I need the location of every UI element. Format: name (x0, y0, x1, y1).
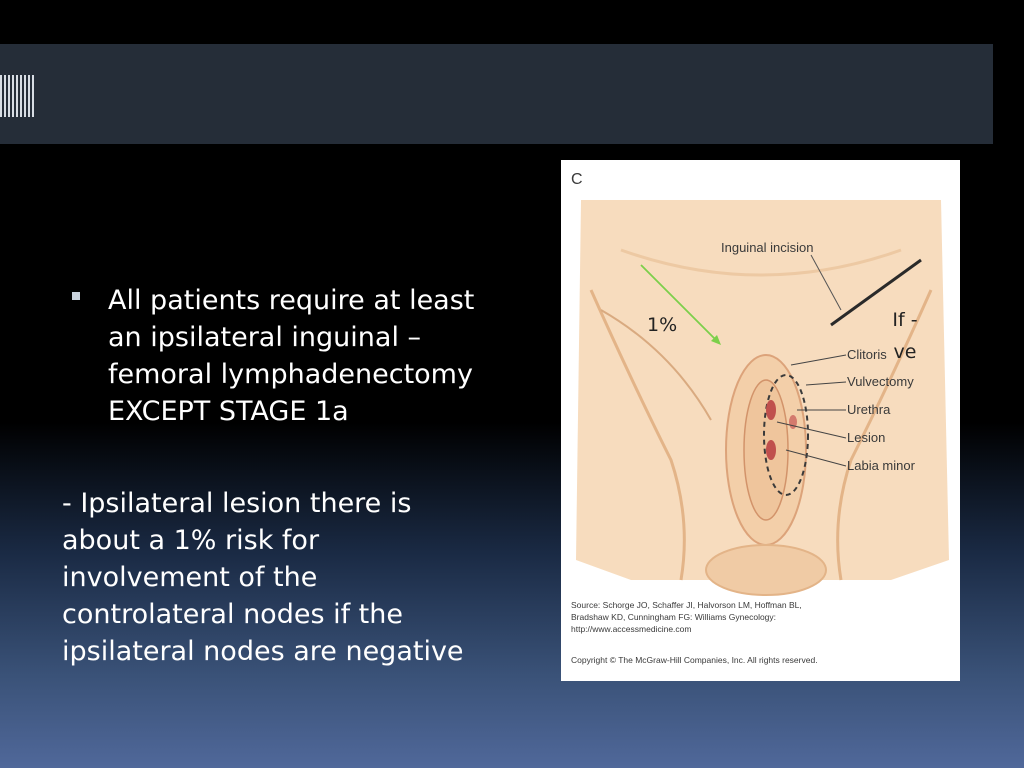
lesion-mark-lower (766, 440, 776, 460)
urethra-mark (789, 415, 797, 429)
label-urethra: Urethra (847, 402, 891, 417)
perineum (706, 545, 826, 595)
copyright-line: Copyright © The McGraw-Hill Companies, Inc. All rights reserved. (571, 655, 818, 665)
label-vulvectomy: Vulvectomy (847, 374, 914, 389)
body-paragraph: - Ipsilateral lesion there is about a 1% risk for involvement of the controlateral nodes if the ipsilateral nodes are negative (62, 488, 464, 667)
source-line-3: http://www.accessmedicine.com (571, 624, 692, 634)
bullet-text: All patients require at least an ipsilateral inguinal – femoral lymphadenectomy EXCEPT STAGE 1a (108, 285, 475, 427)
source-line-2: Bradshaw KD, Cunningham FG: Williams Gynecology: (571, 612, 777, 622)
label-clitoris: Clitoris (847, 347, 887, 362)
annotation-one-percent: 1% (647, 314, 678, 336)
square-bullet-icon (72, 292, 80, 300)
vulvectomy-illustration (561, 160, 960, 681)
lesion-mark (766, 400, 776, 420)
label-lesion: Lesion (847, 430, 886, 445)
title-band (0, 44, 993, 144)
label-labia-minor: Labia minor (847, 458, 915, 473)
source-line-1: Source: Schorge JO, Schaffer JI, Halvorson LM, Hoffman BL, (571, 600, 802, 610)
panel-letter: C (571, 171, 583, 188)
bullet-item (72, 282, 512, 430)
title-stripes-decoration (0, 75, 36, 117)
annotation-if-negative: If - ve (892, 309, 918, 363)
anatomy-figure (561, 160, 960, 681)
inguinal-label: Inguinal incision (721, 240, 814, 255)
